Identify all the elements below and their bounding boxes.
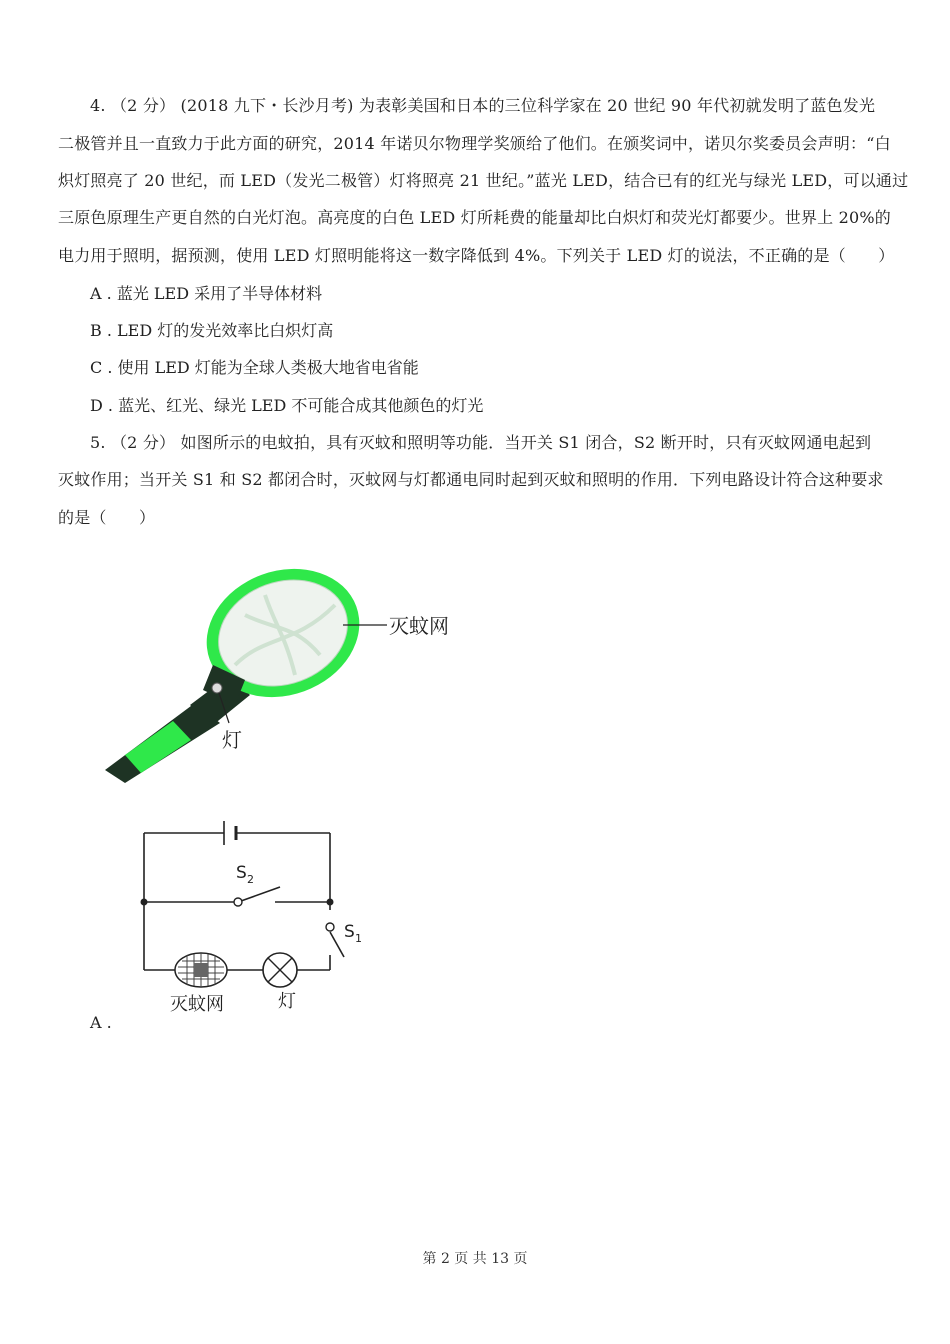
q5-option-a[interactable]: A . [90,1013,112,1032]
q4-line-5: 电力用于照明，据预测，使用 LED 灯照明能将这一数字降低到 4%。下列关于 LED 灯的说法，不正确的是（ ） [58,246,895,265]
q4-line-2: 二极管并且一直致力于此方面的研究，2014 年诺贝尔物理学奖颁给了他们。在颁奖词中，诺贝尔奖委员会声明：“白 [58,134,891,153]
circuit-lamp-label: 灯 [278,991,296,1012]
mosquito-net-symbol [175,953,227,987]
switch-s1-subscript: 1 [355,932,362,945]
q5-line-3: 的是（ ） [58,508,156,527]
junction-dot-left [141,899,148,906]
switch-s2-contact [234,898,242,906]
q5-line-1: 5. （2 分） 如图所示的电蚊拍，具有灭蚊和照明等功能．当开关 S1 闭合，S2 断开时，只有灭蚊网通电起到 [90,433,872,452]
junction-dot-right [327,899,334,906]
switch-s2-label: S [236,863,247,883]
switch-s1-contact [326,923,334,931]
racket-lamp-label: 灯 [222,728,242,752]
q4-line-1: 4. （2 分） (2018 九下・长沙月考) 为表彰美国和日本的三位科学家在 20 世纪 90 年代初就发明了蓝色发光 [90,96,876,115]
switch-s2-subscript: 2 [247,873,254,886]
q4-option-b[interactable]: B . LED 灯的发光效率比白炽灯高 [90,321,334,340]
racket-net-label: 灭蚊网 [389,614,449,638]
q4-option-a[interactable]: A . 蓝光 LED 采用了半导体材料 [90,284,323,303]
switch-s1-label: S [344,922,355,942]
q4-line-3: 炽灯照亮了 20 世纪，而 LED（发光二极管）灯将照亮 21 世纪。”蓝光 LED，结合已有的红光与绿光 LED，可以通过 [58,171,909,190]
battery-symbol [224,821,236,845]
q4-option-c[interactable]: C . 使用 LED 灯能为全球人类极大地省电省能 [90,358,419,377]
mosquito-racket-figure [95,555,475,790]
lamp-symbol [263,953,297,987]
q4-option-d[interactable]: D . 蓝光、红光、绿光 LED 不可能合成其他颜色的灯光 [90,396,484,415]
racket-lamp [212,683,222,693]
q5-line-2: 灭蚊作用；当开关 S1 和 S2 都闭合时，灭蚊网与灯都通电同时起到灭蚊和照明的作用．下列电路设计符合这种要求 [58,470,884,489]
q4-line-4: 三原色原理生产更自然的白光灯泡。高亮度的白色 LED 灯所耗费的能量却比白炽灯和荧光灯都要少。世界上 20%的 [58,208,891,227]
page-footer: 第 2 页 共 13 页 [422,1251,528,1267]
circuit-net-label: 灭蚊网 [170,994,224,1015]
circuit-diagram-a [130,815,380,1020]
